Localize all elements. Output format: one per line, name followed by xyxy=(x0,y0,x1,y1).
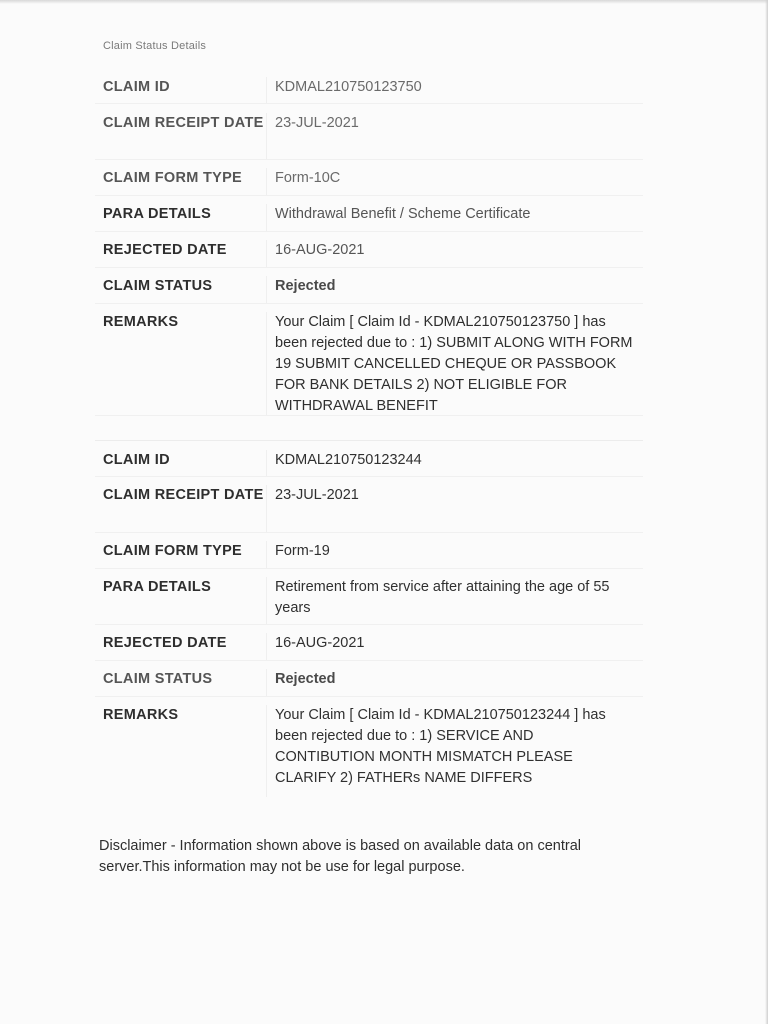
remarks-row xyxy=(95,304,643,416)
claim-id-label: CLAIM ID xyxy=(95,77,267,103)
claim-status-value: Rejected xyxy=(275,671,336,687)
claim-form-type-row xyxy=(95,160,643,196)
claim-receipt-date-value: 23-JUL-2021 xyxy=(275,115,359,131)
claim-id-row xyxy=(95,441,643,477)
claim-form-type-label: CLAIM FORM TYPE xyxy=(95,541,267,568)
remarks-value: Your Claim [ Claim Id - KDMAL210750123750 ] has been rejected due to : 1) SUBMIT ALONG WITH FORM 19 SUBMIT CANCELLED CHEQUE OR PASSBOOK FOR BANK DETAILS 2) NOT ELIGIBLE FOR WITHDRAWAL BENEFIT xyxy=(275,314,633,414)
claim-status-label: CLAIM STATUS xyxy=(95,276,267,303)
remarks-label: REMARKS xyxy=(95,312,267,415)
disclaimer-text: Disclaimer - Information shown above is based on available data on central server.This information may not be use for legal purpose. xyxy=(99,838,581,875)
claim-id-value: KDMAL210750123750 xyxy=(275,79,422,95)
remarks-row xyxy=(95,697,643,797)
claim-form-type-value: Form-19 xyxy=(275,543,330,559)
rejected-date-label: REJECTED DATE xyxy=(95,240,267,267)
claim-details-table-1 xyxy=(95,68,643,416)
rejected-date-label: REJECTED DATE xyxy=(95,633,267,660)
para-details-row xyxy=(95,196,643,232)
claim-details-table-2 xyxy=(95,440,643,797)
claim-receipt-date-label: CLAIM RECEIPT DATE xyxy=(95,113,267,159)
claim-receipt-date-value: 23-JUL-2021 xyxy=(275,487,359,503)
claim-receipt-date-row xyxy=(95,477,643,533)
claim-status-row xyxy=(95,268,643,304)
claim-id-row xyxy=(95,68,643,104)
rejected-date-row xyxy=(95,625,643,661)
page-title: Claim Status Details xyxy=(103,40,207,52)
claim-receipt-date-row xyxy=(95,104,643,160)
rejected-date-value: 16-AUG-2021 xyxy=(275,635,365,651)
claim-form-type-row xyxy=(95,533,643,569)
rejected-date-row xyxy=(95,232,643,268)
claim-id-label: CLAIM ID xyxy=(95,450,267,476)
remarks-value: Your Claim [ Claim Id - KDMAL210750123244 ] has been rejected due to : 1) SERVICE AND CONTIBUTION MONTH MISMATCH PLEASE CLARIFY 2) FATHERs NAME DIFFERS xyxy=(275,707,606,786)
para-details-value: Withdrawal Benefit / Scheme Certificate xyxy=(275,206,531,222)
rejected-date-value: 16-AUG-2021 xyxy=(275,242,365,258)
para-details-row xyxy=(95,569,643,625)
claim-status-row xyxy=(95,661,643,697)
claim-id-value: KDMAL210750123244 xyxy=(275,452,422,468)
claim-status-label: CLAIM STATUS xyxy=(95,669,267,696)
para-details-value: Retirement from service after attaining the age of 55 years xyxy=(275,579,610,616)
claim-form-type-label: CLAIM FORM TYPE xyxy=(95,168,267,195)
claim-receipt-date-label: CLAIM RECEIPT DATE xyxy=(95,485,267,532)
para-details-label: PARA DETAILS xyxy=(95,204,267,231)
claim-status-value: Rejected xyxy=(275,278,336,294)
remarks-label: REMARKS xyxy=(95,705,267,797)
claim-form-type-value: Form-10C xyxy=(275,170,341,186)
scan-edge-top xyxy=(0,0,768,4)
para-details-label: PARA DETAILS xyxy=(95,577,267,624)
